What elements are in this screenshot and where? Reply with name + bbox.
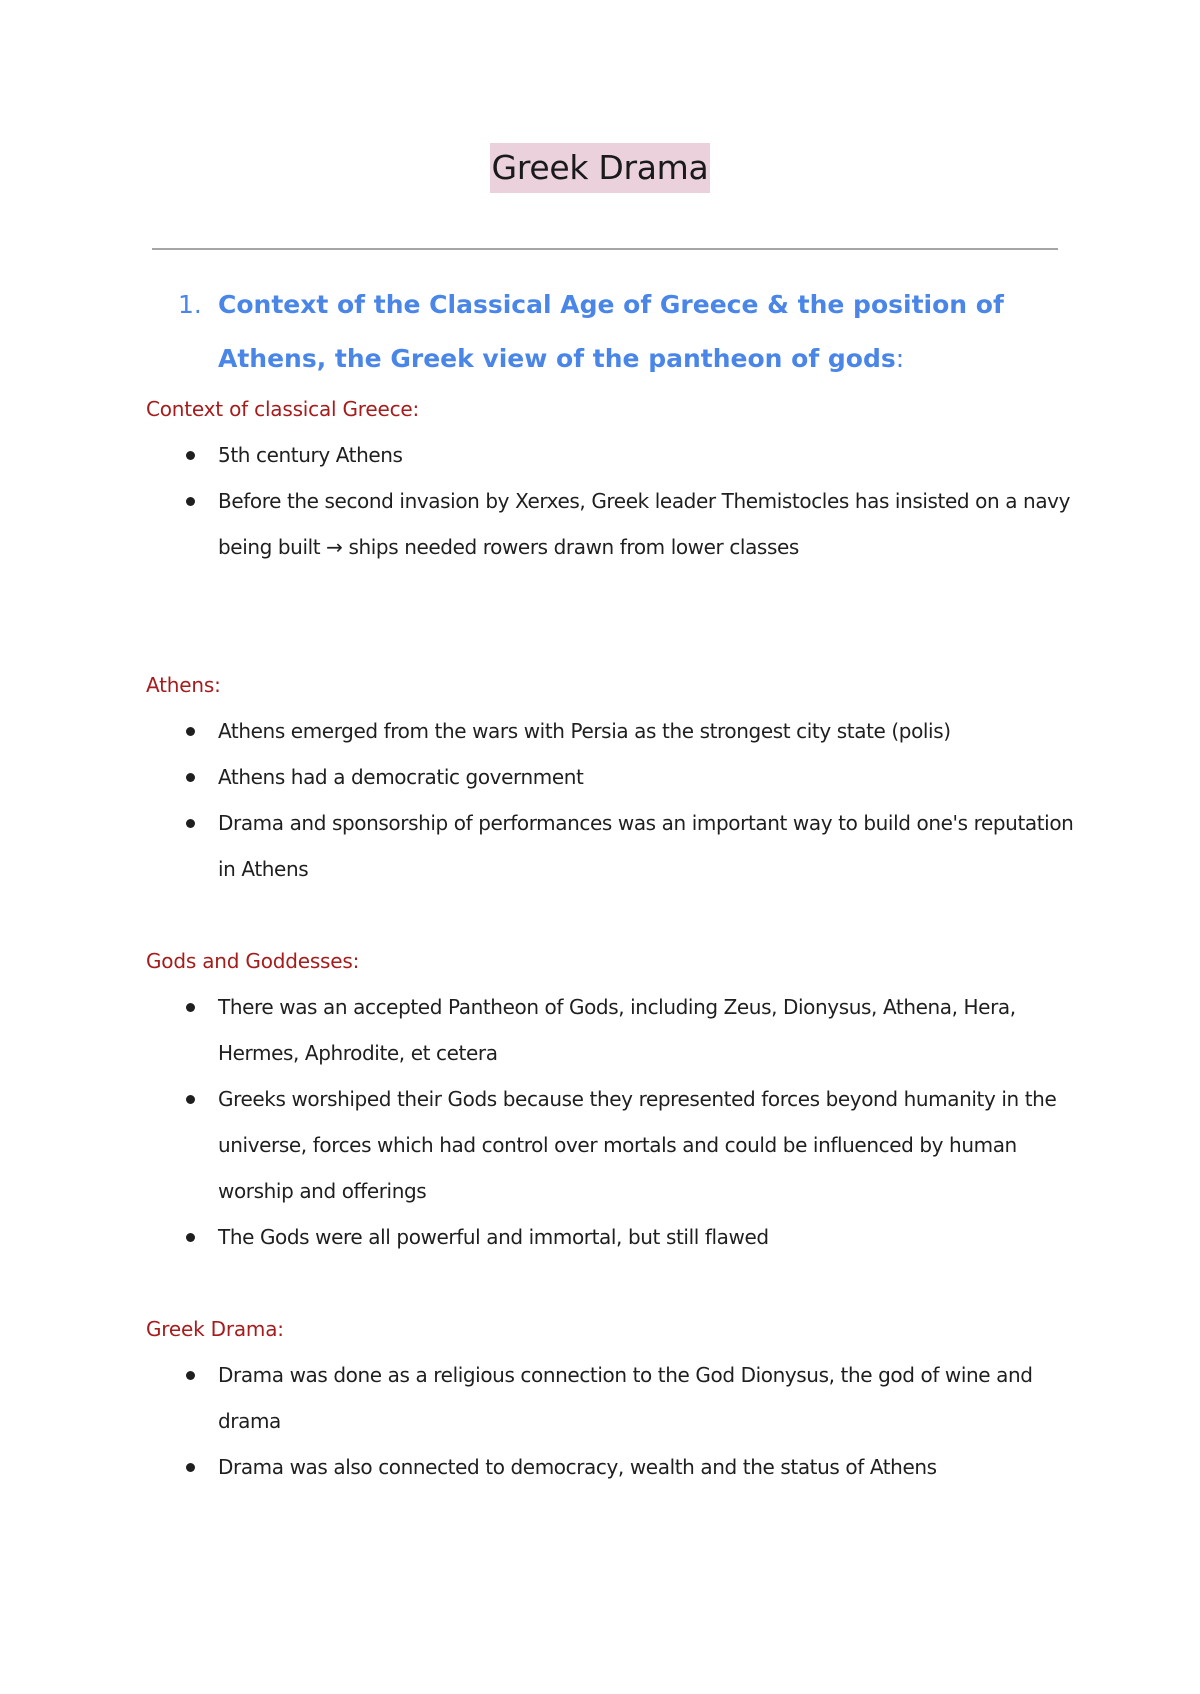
- bullet-icon: [186, 1463, 195, 1472]
- bullet-icon: [186, 727, 195, 736]
- section-heading-colon: :: [214, 673, 221, 697]
- section-heading-text: Context of classical Greece: [146, 397, 413, 421]
- list-item: [146, 708, 1078, 754]
- list-item-text: Athens emerged from the wars with Persia as the strongest city state (polis): [218, 719, 951, 743]
- section-heading-colon: :: [352, 949, 360, 973]
- bullet-icon: [186, 1095, 195, 1104]
- section-context: [146, 386, 1076, 570]
- list-item-text: Athens had a democratic government: [218, 765, 584, 789]
- section-heading: [146, 1306, 1076, 1352]
- list-item-text: Drama and sponsorship of performances was an important way to build one's reputation in Athens: [218, 811, 1074, 881]
- list-item: [146, 1444, 1078, 1490]
- list-item: [146, 1214, 1078, 1260]
- bullet-icon: [186, 1371, 195, 1380]
- heading-text: Context of the Classical Age of Greece & the position of Athens, the Greek view of the pantheon of gods: [218, 290, 1004, 373]
- section-athens: [146, 662, 1076, 892]
- list-item-text: Drama was done as a religious connection to the God Dionysus, the god of wine and drama: [218, 1363, 1033, 1433]
- list-item-text: There was an accepted Pantheon of Gods, including Zeus, Dionysus, Athena, Hera, Hermes, Aphrodite, et cetera: [218, 995, 1016, 1065]
- bullet-list: [146, 1352, 1076, 1490]
- document-title: Greek Drama: [490, 143, 711, 193]
- bullet-icon: [186, 497, 195, 506]
- list-item-text: 5th century Athens: [218, 443, 403, 467]
- heading-colon: :: [895, 344, 905, 373]
- section-heading: [146, 938, 1076, 984]
- horizontal-divider: [152, 248, 1058, 250]
- heading-text-wrap: [218, 278, 1018, 386]
- bullet-icon: [186, 1003, 195, 1012]
- bullet-icon: [186, 773, 195, 782]
- list-item: [146, 478, 1078, 570]
- list-item: [146, 800, 1078, 892]
- section-greek-drama: [146, 1306, 1076, 1490]
- bullet-icon: [186, 1233, 195, 1242]
- section-heading: [146, 386, 1076, 432]
- list-item: [146, 754, 1078, 800]
- list-item: [146, 1076, 1078, 1214]
- list-item-text: Before the second invasion by Xerxes, Greek leader Themistocles has insisted on a navy being built → ships needed rowers drawn from lower classes: [218, 489, 1071, 559]
- heading-number: 1.: [178, 290, 202, 319]
- list-item: [146, 1352, 1078, 1444]
- list-item-text: Greeks worshiped their Gods because they represented forces beyond humanity in the universe, forces which had control over mortals and could be influenced by human worship and offerings: [218, 1087, 1057, 1203]
- bullet-icon: [186, 451, 195, 460]
- section-heading-text: Greek Drama: [146, 1317, 278, 1341]
- section-heading-text: Athens: [146, 673, 215, 697]
- list-item: [146, 984, 1078, 1076]
- heading-1: [178, 278, 1078, 386]
- section-gods: [146, 938, 1076, 1260]
- bullet-icon: [186, 819, 195, 828]
- section-heading-colon: :: [277, 1317, 284, 1341]
- list-item: [146, 432, 1078, 478]
- list-item-text: The Gods were all powerful and immortal, but still flawed: [218, 1225, 769, 1249]
- section-heading: [146, 662, 1076, 708]
- section-heading-colon: :: [412, 397, 420, 421]
- bullet-list: [146, 432, 1076, 570]
- title-container: [0, 143, 1200, 193]
- list-item-text: Drama was also connected to democracy, wealth and the status of Athens: [218, 1455, 937, 1479]
- bullet-list: [146, 984, 1076, 1260]
- bullet-list: [146, 708, 1076, 892]
- section-heading-text: Gods and Goddesses: [146, 949, 353, 973]
